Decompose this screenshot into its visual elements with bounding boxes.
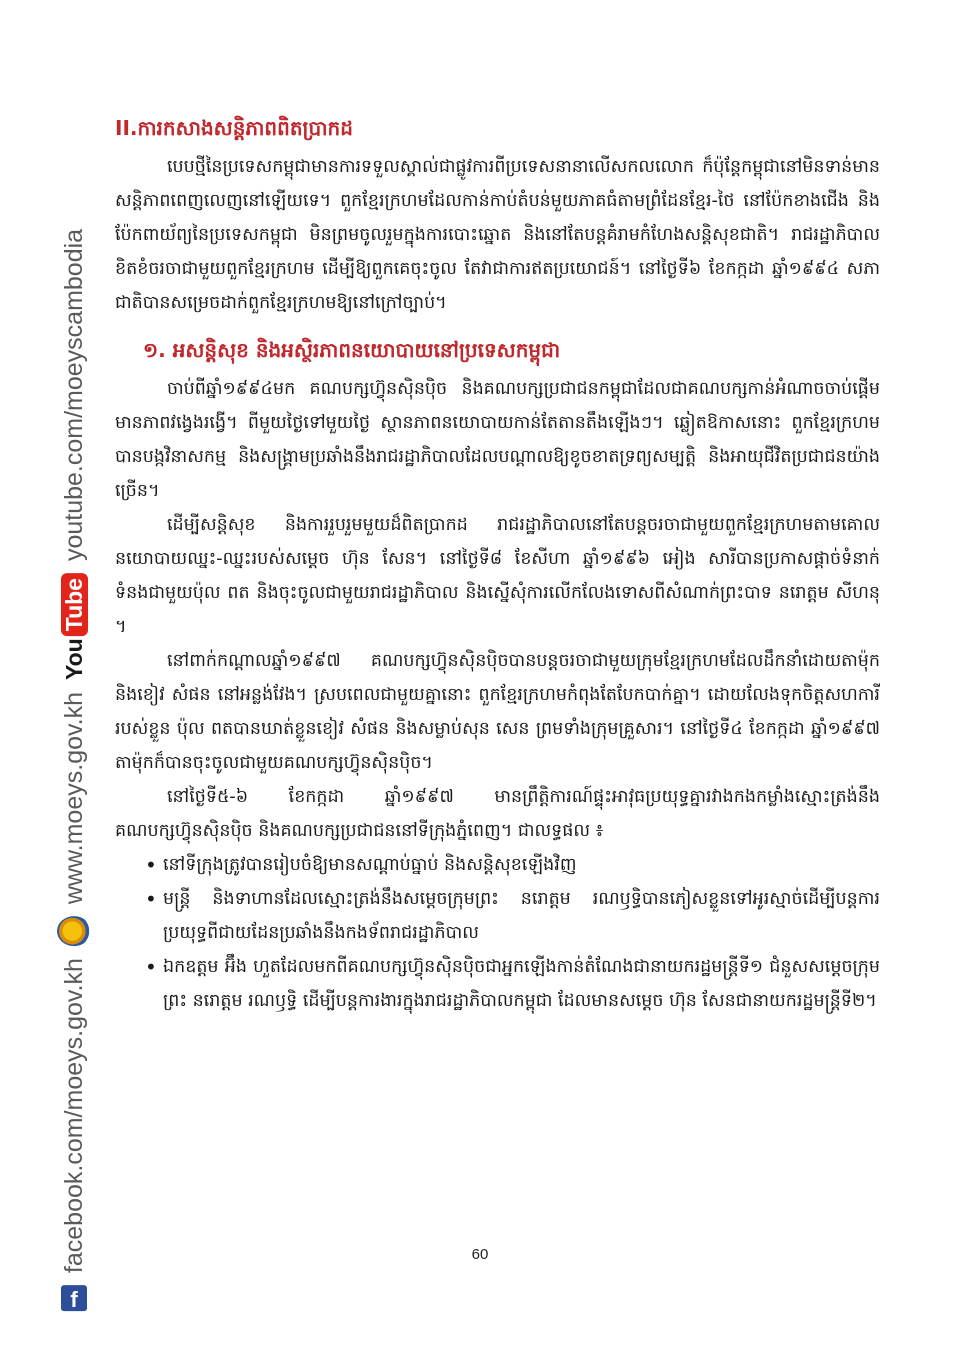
result-list: [115, 848, 880, 1018]
paragraph-3: នៅពាក់កណ្ដាលឆ្នាំ១៩៩៧ គណបក្សហ៊្វុនស៊ិនប៉ិចបានបន្តចរចាជាមួយក្រុមខ្មែរក្រហមដែលដឹកនាំដោយតាម៉ុក និងខៀវ សំផន នៅអន្លង់វែង។ ស្របពេលជាមួយគ្នានោះ ពួកខ្មែរក្រហមកំពុងតែបែកបាក់គ្នា។ ដោយលែងទុកចិត្តសហការីរបស់ខ្លួន ប៉ុល ពតបានឃាត់ខ្លួនខៀវ សំផន និងសម្លាប់សុន សេន ព្រមទាំងក្រុមគ្រួសារ។ នៅថ្ងៃទី៤ ខែកក្កដា ឆ្នាំ១៩៩៧ តាម៉ុកក៏បានចុះចូលជាមួយគណបក្សហ៊្វុនស៊ិនប៉ិច។: [115, 651, 880, 773]
moeys-website-link[interactable]: www.moeys.gov.kh: [59, 692, 88, 905]
section-heading: II.ការកសាងសន្តិភាពពិតប្រាកដ: [115, 116, 353, 140]
list-item: • ឯកឧត្តម អ៊ឹង ហួតដែលមកពីគណបក្សហ៊្វុនស៊ិនប៉ិចជាអ្នកឡើងកាន់តំណែងជានាយករដ្ឋមន្ត្រីទី១ ជំនួសសម្ដេចក្រុមព្រះ នរោត្ដម រណឫទ្ធិ ដើម្បីបន្តការងារក្នុងរាជរដ្ឋាភិបាលកម្ពុជា ដែលមានសម្ដេច ហ៊ុន សែនជានាយករដ្ឋមន្ត្រីទី២។: [115, 950, 880, 1018]
moeys-crest-icon: [57, 916, 91, 946]
facebook-icon[interactable]: f: [61, 1285, 87, 1311]
subsection-heading: ១. អសន្តិសុខ និងអស្ថិរភាពនយោបាយនៅប្រទេសកម្ពុជា: [143, 338, 561, 362]
sidebar-links: [57, 229, 91, 1311]
youtube-logo-you: You: [60, 638, 87, 681]
social-sidebar: [44, 228, 104, 1313]
paragraph-4: នៅថ្ងៃទី៥-៦ ខែកក្កដា ឆ្នាំ១៩៩៧ មានព្រឹត្តិការណ៍ផ្ទុះអាវុធប្រយុទ្ធគ្នារវាងកងកម្លាំងស្មោះត្រង់នឹងគណបក្សហ៊្វុនស៊ិនប៉ិច និងគណបក្សប្រជាជននៅទីក្រុងភ្នំពេញ។ ជាលទ្ធផល ៖: [115, 787, 880, 841]
paragraph-1: ចាប់ពីឆ្នាំ១៩៩៤មក គណបក្សហ៊្វុនស៊ិនប៉ិច និងគណបក្សប្រជាជនកម្ពុជាដែលជាគណបក្សកាន់អំណាចចាប់ផ្ដើមមានភាពវង្វេងរង្វើ។ ពីមួយថ្ងៃទៅមួយថ្ងៃ ស្ថានភាពនយោបាយកាន់តែតានតឹងឡើងៗ។ ឆ្លៀតឱកាសនោះ ពួកខ្មែរក្រហមបានបង្កវិនាសកម្ម និងសង្គ្រាមប្រឆាំងនឹងរាជរដ្ឋាភិបាលដែលបណ្ដាលឱ្យខូចខាតទ្រព្យសម្បត្តិ និងអាយុជីវិតប្រជាជនយ៉ាងច្រើន។: [115, 379, 880, 501]
page-number: 60: [471, 1246, 489, 1263]
paragraph-2: ដើម្បីសន្តិសុខ និងការរួបរួមមួយដ៏ពិតប្រាកដ រាជរដ្ឋាភិបាលនៅតែបន្តចរចាជាមួយពួកខ្មែរក្រហមតាមគោលនយោបាយឈ្នះ-ឈ្នះរបស់សម្ដេច ហ៊ុន សែន។ នៅថ្ងៃទី៨ ខែសីហា ឆ្នាំ១៩៩៦ អៀង សារីបានប្រកាសផ្ដាច់ទំនាក់ទំនងជាមួយប៉ុល ពត និងចុះចូលជាមួយរាជរដ្ឋាភិបាល និងស្នើសុំការលើកលែងទោសពីសំណាក់ព្រះបាទ នរោត្ដម សីហនុ ។: [115, 515, 880, 637]
intro-paragraph: បេបថ្មីនៃប្រទេសកម្ពុជាមានការទទួលស្គាល់ជាផ្លូវការពីប្រទេសនានាលើសកលលោក ក៏ប៉ុន្តែកម្ពុជានៅមិនទាន់មានសន្តិភាពពេញលេញនៅឡើយទេ។ ពួកខ្មែរក្រហមដែលកាន់កាប់តំបន់មួយភាគធំតាមព្រំដែនខ្មែរ-ថៃ នៅប៉ែកខាងជើង និងប៉ែកពាយ័ព្យនៃប្រទេសកម្ពុជា មិនព្រមចូលរួមក្នុងការបោះឆ្នោត និងនៅតែបន្តគំរាមកំហែងសន្តិសុខជាតិ។ រាជរដ្ឋាភិបាលខិតខំចរចាជាមួយពួកខ្មែរក្រហម ដើម្បីឱ្យពួកគេចុះចូល តែវាជាការឥតប្រយោជន៍។ នៅថ្ងៃទី៦ ខែកក្កដា ឆ្នាំ១៩៩៤ សភាជាតិបានសម្រេចដាក់ពួកខ្មែរក្រហមឱ្យនៅក្រៅច្បាប់។: [115, 157, 880, 313]
youtube-icon[interactable]: [61, 573, 88, 680]
list-item: • នៅទីក្រុងត្រូវបានរៀបចំឱ្យមានសណ្ដាប់ធ្នាប់ និងសន្តិសុខឡើងវិញ: [115, 848, 880, 882]
youtube-logo-tube: Tube: [61, 573, 88, 636]
list-item: • មន្ត្រី និងទាហានដែលស្មោះត្រង់នឹងសម្ដេចក្រុមព្រះ នរោត្ដម រណឫទ្ធិបានភៀសខ្លួនទៅអូរស្មាច់ដើម្បីបន្តការប្រយុទ្ធពីជាយដែនប្រឆាំងនឹងកងទ័ពរាជរដ្ឋាភិបាល: [115, 882, 880, 950]
facebook-link[interactable]: facebook.com/moeys.gov.kh: [59, 958, 88, 1274]
youtube-link[interactable]: youtube.com/moeyscambodia: [59, 228, 88, 562]
page-content: [115, 112, 880, 1018]
